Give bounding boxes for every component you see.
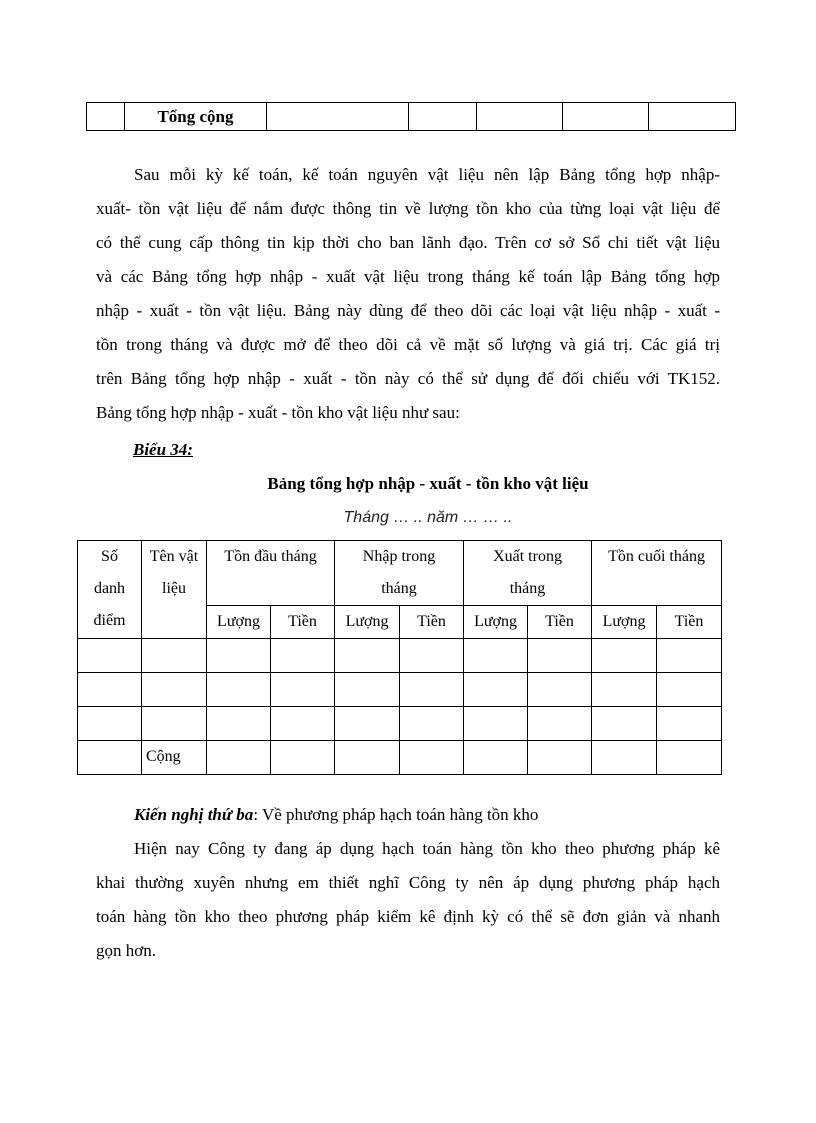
table-cell [528,741,592,775]
table-period: Tháng … .. năm … … .. [343,509,513,526]
header-ton-cuoi-thang [592,541,722,606]
paragraph-line: và các Bảng tổng hợp nhập - xuất vật liệu trong tháng kế toán lập Bảng tổng hợp [96,267,720,286]
table-cell [592,741,657,775]
table-row [78,707,722,741]
paragraph-line: Bảng tổng hợp nhập - xuất - tồn kho vật liệu như sau: [96,403,460,422]
table-cell [335,639,400,673]
table-cell [335,707,400,741]
recommendation-paragraph [96,832,720,968]
header-tien: Tiền [271,606,335,639]
table-cell [400,673,464,707]
table-cell [528,707,592,741]
table-cell [78,639,142,673]
paragraph-line: tồn trong tháng và được mở để theo dõi cả về mặt số lượng và giá trị. Các giá trị [96,335,720,354]
table-cell [592,673,657,707]
table-cell [207,707,271,741]
header-luong: Lượng [335,606,400,639]
table-row [78,639,722,673]
table-cell [657,673,722,707]
table-cell [657,707,722,741]
recommendation-rest: : Về phương pháp hạch toán hàng tồn kho [253,805,539,824]
header-luong: Lượng [207,606,271,639]
table-header-row [78,541,722,606]
table-row [87,103,736,131]
header-text: tháng [381,580,417,597]
header-tien: Tiền [528,606,592,639]
table-cell [335,741,400,775]
header-ton-dau-thang [207,541,335,606]
header-luong: Lượng [592,606,657,639]
header-text: Xuất trong [493,548,562,565]
table-cell [657,741,722,775]
header-text: liệu [162,580,186,597]
intro-paragraph [96,158,720,430]
paragraph-line: xuất- tồn vật liệu để nắm được thông tin về lượng tồn kho của từng loại vật liệu để [96,199,720,218]
header-text: danh [93,580,126,597]
total-label: Tổng cộng [125,103,267,131]
header-text: tháng [509,580,546,597]
header-text: Số [101,548,118,565]
table-cell [271,673,335,707]
table-cell [649,103,736,131]
header-text: Tồn đầu tháng [224,548,317,565]
paragraph-line: trên Bảng tổng hợp nhập - xuất - tồn này có thể sử dụng để đối chiếu với TK152. [96,369,720,388]
header-nhap-trong-thang [335,541,464,606]
table-cell [271,639,335,673]
table-title: Bảng tổng hợp nhập - xuất - tồn kho vật liệu [267,474,589,493]
table-cell [592,639,657,673]
table-row [78,673,722,707]
header-text: Tên vật [149,548,199,565]
total-summary-table [86,102,736,131]
header-tien: Tiền [657,606,722,639]
paragraph-line: có thể cung cấp thông tin kịp thời cho ban lãnh đạo. Trên cơ sở Sổ chi tiết vật liệu [96,233,720,252]
header-tien: Tiền [400,606,464,639]
table-cell [207,741,271,775]
table-cell [78,707,142,741]
table-cell [142,673,207,707]
header-text: Tồn cuối tháng [608,548,705,565]
table-cell [409,103,477,131]
paragraph-line: Sau mỗi kỳ kế toán, kế toán nguyên vật liệu nên lập Bảng tổng hợp nhập- [134,165,720,184]
table-cell [400,639,464,673]
table-cell [87,103,125,131]
paragraph-line [96,798,720,832]
table-cell [657,639,722,673]
table-total-row [78,741,722,775]
table-cell [400,707,464,741]
header-text: Nhập trong [362,548,436,565]
header-luong: Lượng [464,606,528,639]
header-so-danh-diem [78,541,142,639]
header-text: điểm [93,612,126,629]
table-cell [563,103,649,131]
table-cell [267,103,409,131]
table-cell [271,707,335,741]
table-cell [78,673,142,707]
bieu-label: Biểu 34: [133,440,193,459]
paragraph-line: toán hàng tồn kho theo phương pháp kiểm kê định kỳ có thể sẽ đơn giản và nhanh [96,907,720,926]
table-cell [464,707,528,741]
header-xuat-trong-thang [464,541,592,606]
table-cell [207,673,271,707]
paragraph-line: khai thường xuyên nhưng em thiết nghĩ Công ty nên áp dụng phương pháp hạch [96,873,720,892]
inventory-summary-table [77,540,722,775]
paragraph-line: Hiện nay Công ty đang áp dụng hạch toán hàng tồn kho theo phương pháp kê [134,839,720,858]
table-cell [207,639,271,673]
paragraph-line: gọn hơn. [96,941,156,960]
header-ten-vat-lieu [142,541,207,639]
recommendation-lead: Kiến nghị thứ ba [134,805,254,824]
table-cell [142,707,207,741]
table-cell [528,673,592,707]
table-cell [528,639,592,673]
paragraph-line: nhập - xuất - tồn vật liệu. Bảng này dùng để theo dõi các loại vật liệu nhập - xuất - [96,301,720,320]
table-cell [335,673,400,707]
table-cell [477,103,563,131]
table-cell [464,673,528,707]
table-cell [464,639,528,673]
table-cell [464,741,528,775]
table-cell [142,639,207,673]
table-cell [592,707,657,741]
table-cell [271,741,335,775]
recommendation-heading [96,798,720,832]
total-row-label: Cộng [142,741,207,775]
table-cell [400,741,464,775]
table-cell [78,741,142,775]
